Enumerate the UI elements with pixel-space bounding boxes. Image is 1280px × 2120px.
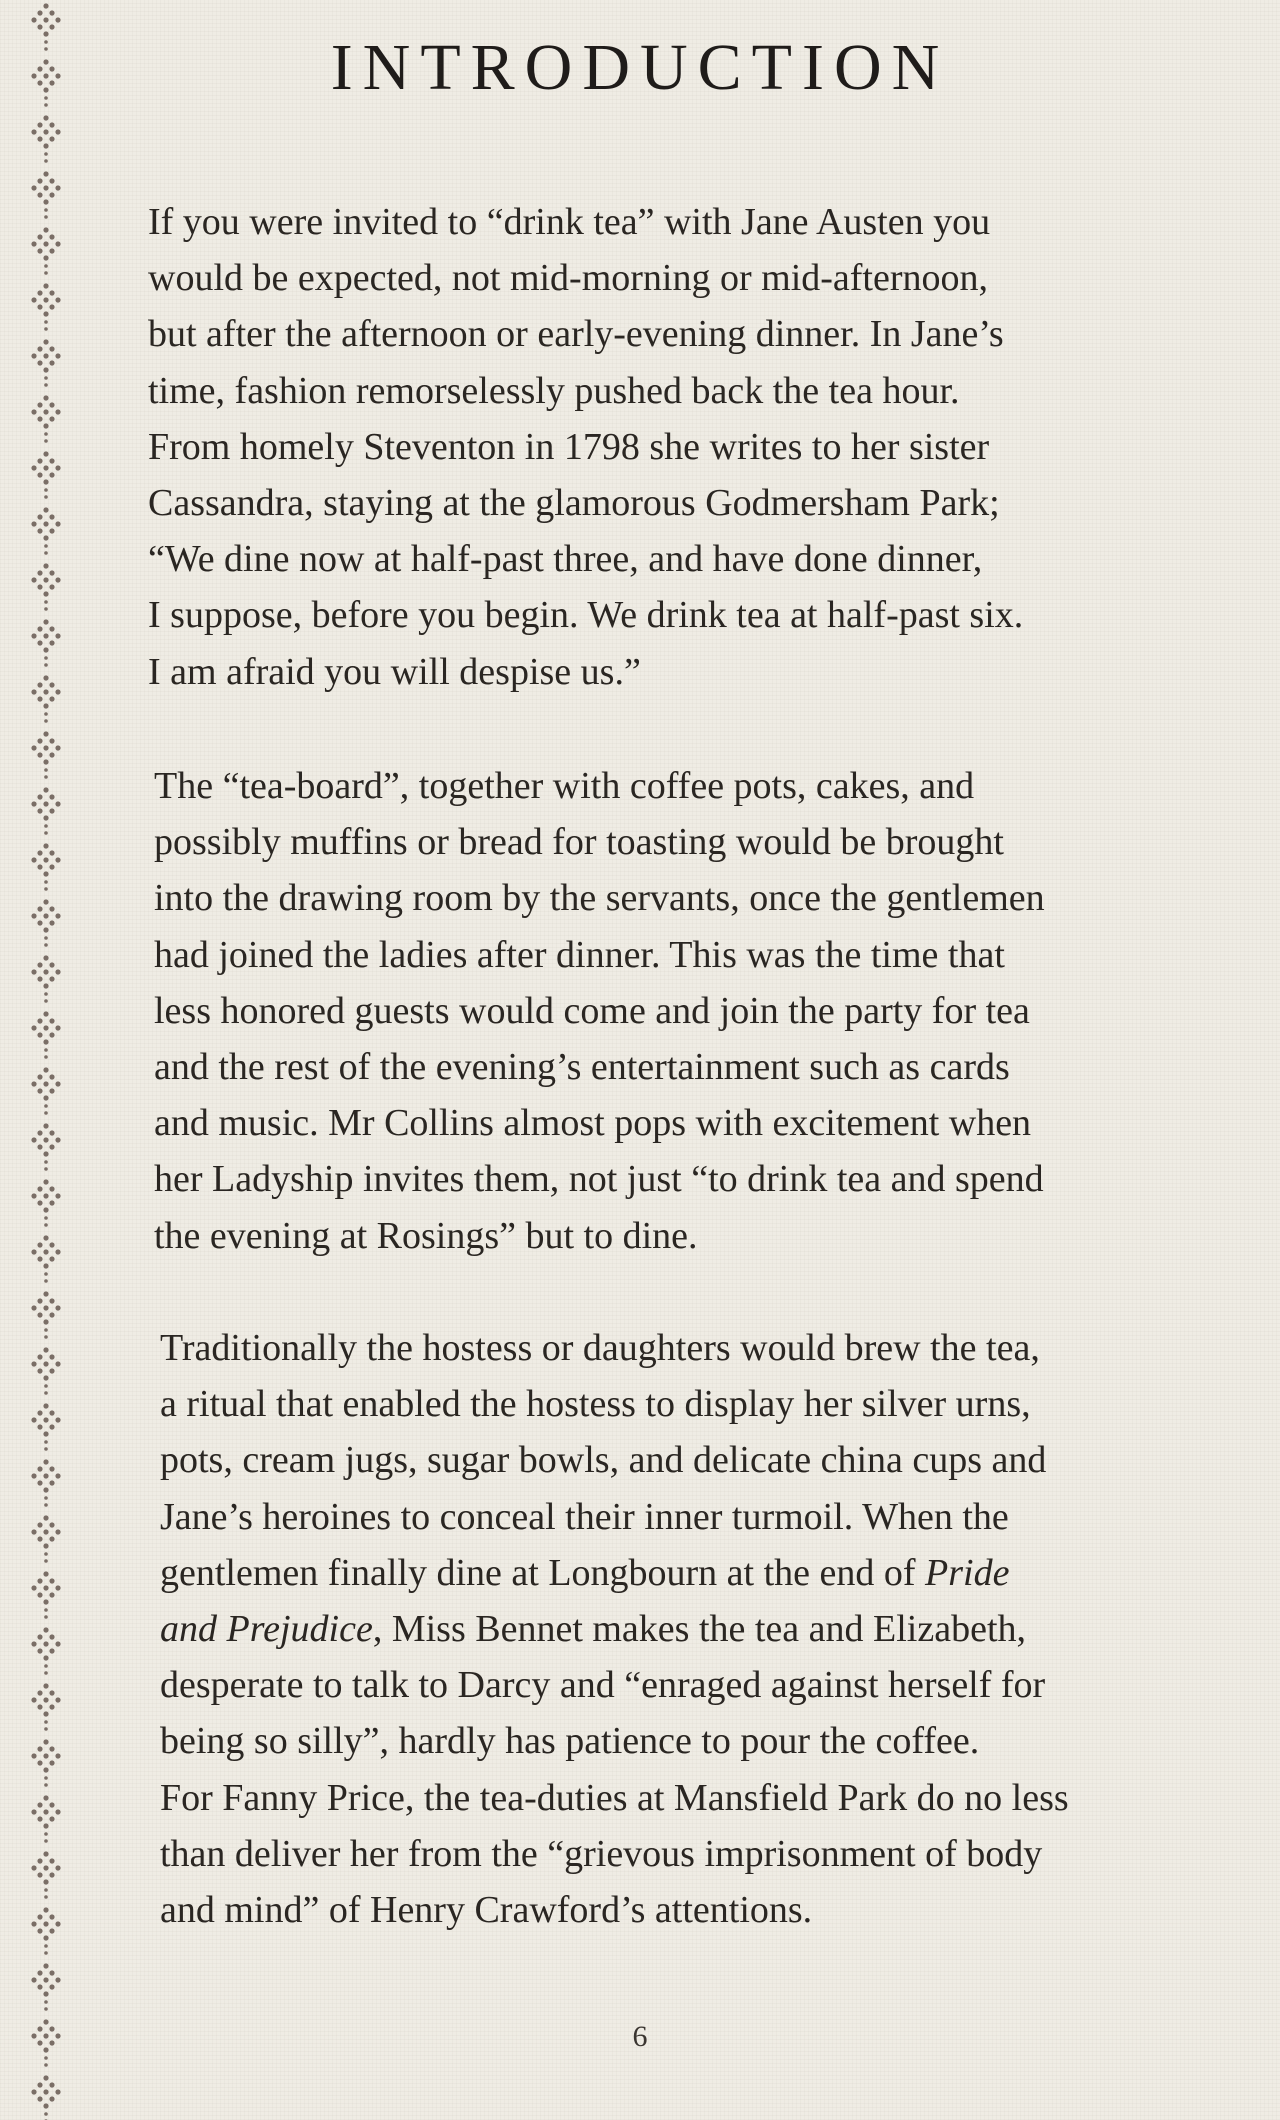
- decorative-border: [22, 0, 70, 2120]
- diamond-chain-icon: [22, 0, 70, 2120]
- book-title-pride: Pride: [925, 1551, 1010, 1594]
- paragraph-3: [160, 1320, 1260, 1938]
- page-title: INTRODUCTION: [330, 31, 950, 104]
- paragraph-2: The “tea-board”, together with coffee pots, cakes, and possibly muffins or bread for toasting would be brought into the drawing room by the servants, once the gentlemen had joined the ladies after dinner. This was the time that less honored guests would come and join the party for tea and the rest of the evening’s entertainment such as cards and music. Mr Collins almost pops with excitement when her Ladyship invites them, not just “to drink tea and spend the evening at Rosings” but to dine.: [154, 765, 1045, 1257]
- page-number: 6: [632, 2020, 648, 2053]
- paragraph-3-text-start: Traditionally the hostess or daughters would brew the tea, a ritual that enabled the hostess to display her silver urns, pots, cream jugs, sugar bowls, and delicate china cups and Jane’s heroines to conceal their inner turmoil. When the gentlemen finally dine at Longbourn at the end of: [160, 1327, 1047, 1594]
- paragraph-1: If you were invited to “drink tea” with Jane Austen you would be expected, not mid-morning or mid-afternoon, but after the afternoon or early-evening dinner. In Jane’s time, fashion remorselessly pushed back the tea hour. From homely Steventon in 1798 she writes to her sister Cassandra, staying at the glamorous Godmersham Park; “We dine now at half-past three, and have done dinner, I suppose, before you begin. We drink tea at half-past six. I am afraid you will despise us.”: [148, 201, 1024, 693]
- book-title-and-prejudice: and Prejudice: [160, 1608, 373, 1651]
- paragraph-3-text-end: , Miss Bennet makes the tea and Elizabeth, desperate to talk to Darcy and “enraged against herself for being so silly”, hardly has patience to pour the coffee. For Fanny Price, the tea-duties at Mansfield Park do no less than deliver her from the “grievous imprisonment of body and mind” of Henry Crawford’s attentions.: [160, 1608, 1069, 1932]
